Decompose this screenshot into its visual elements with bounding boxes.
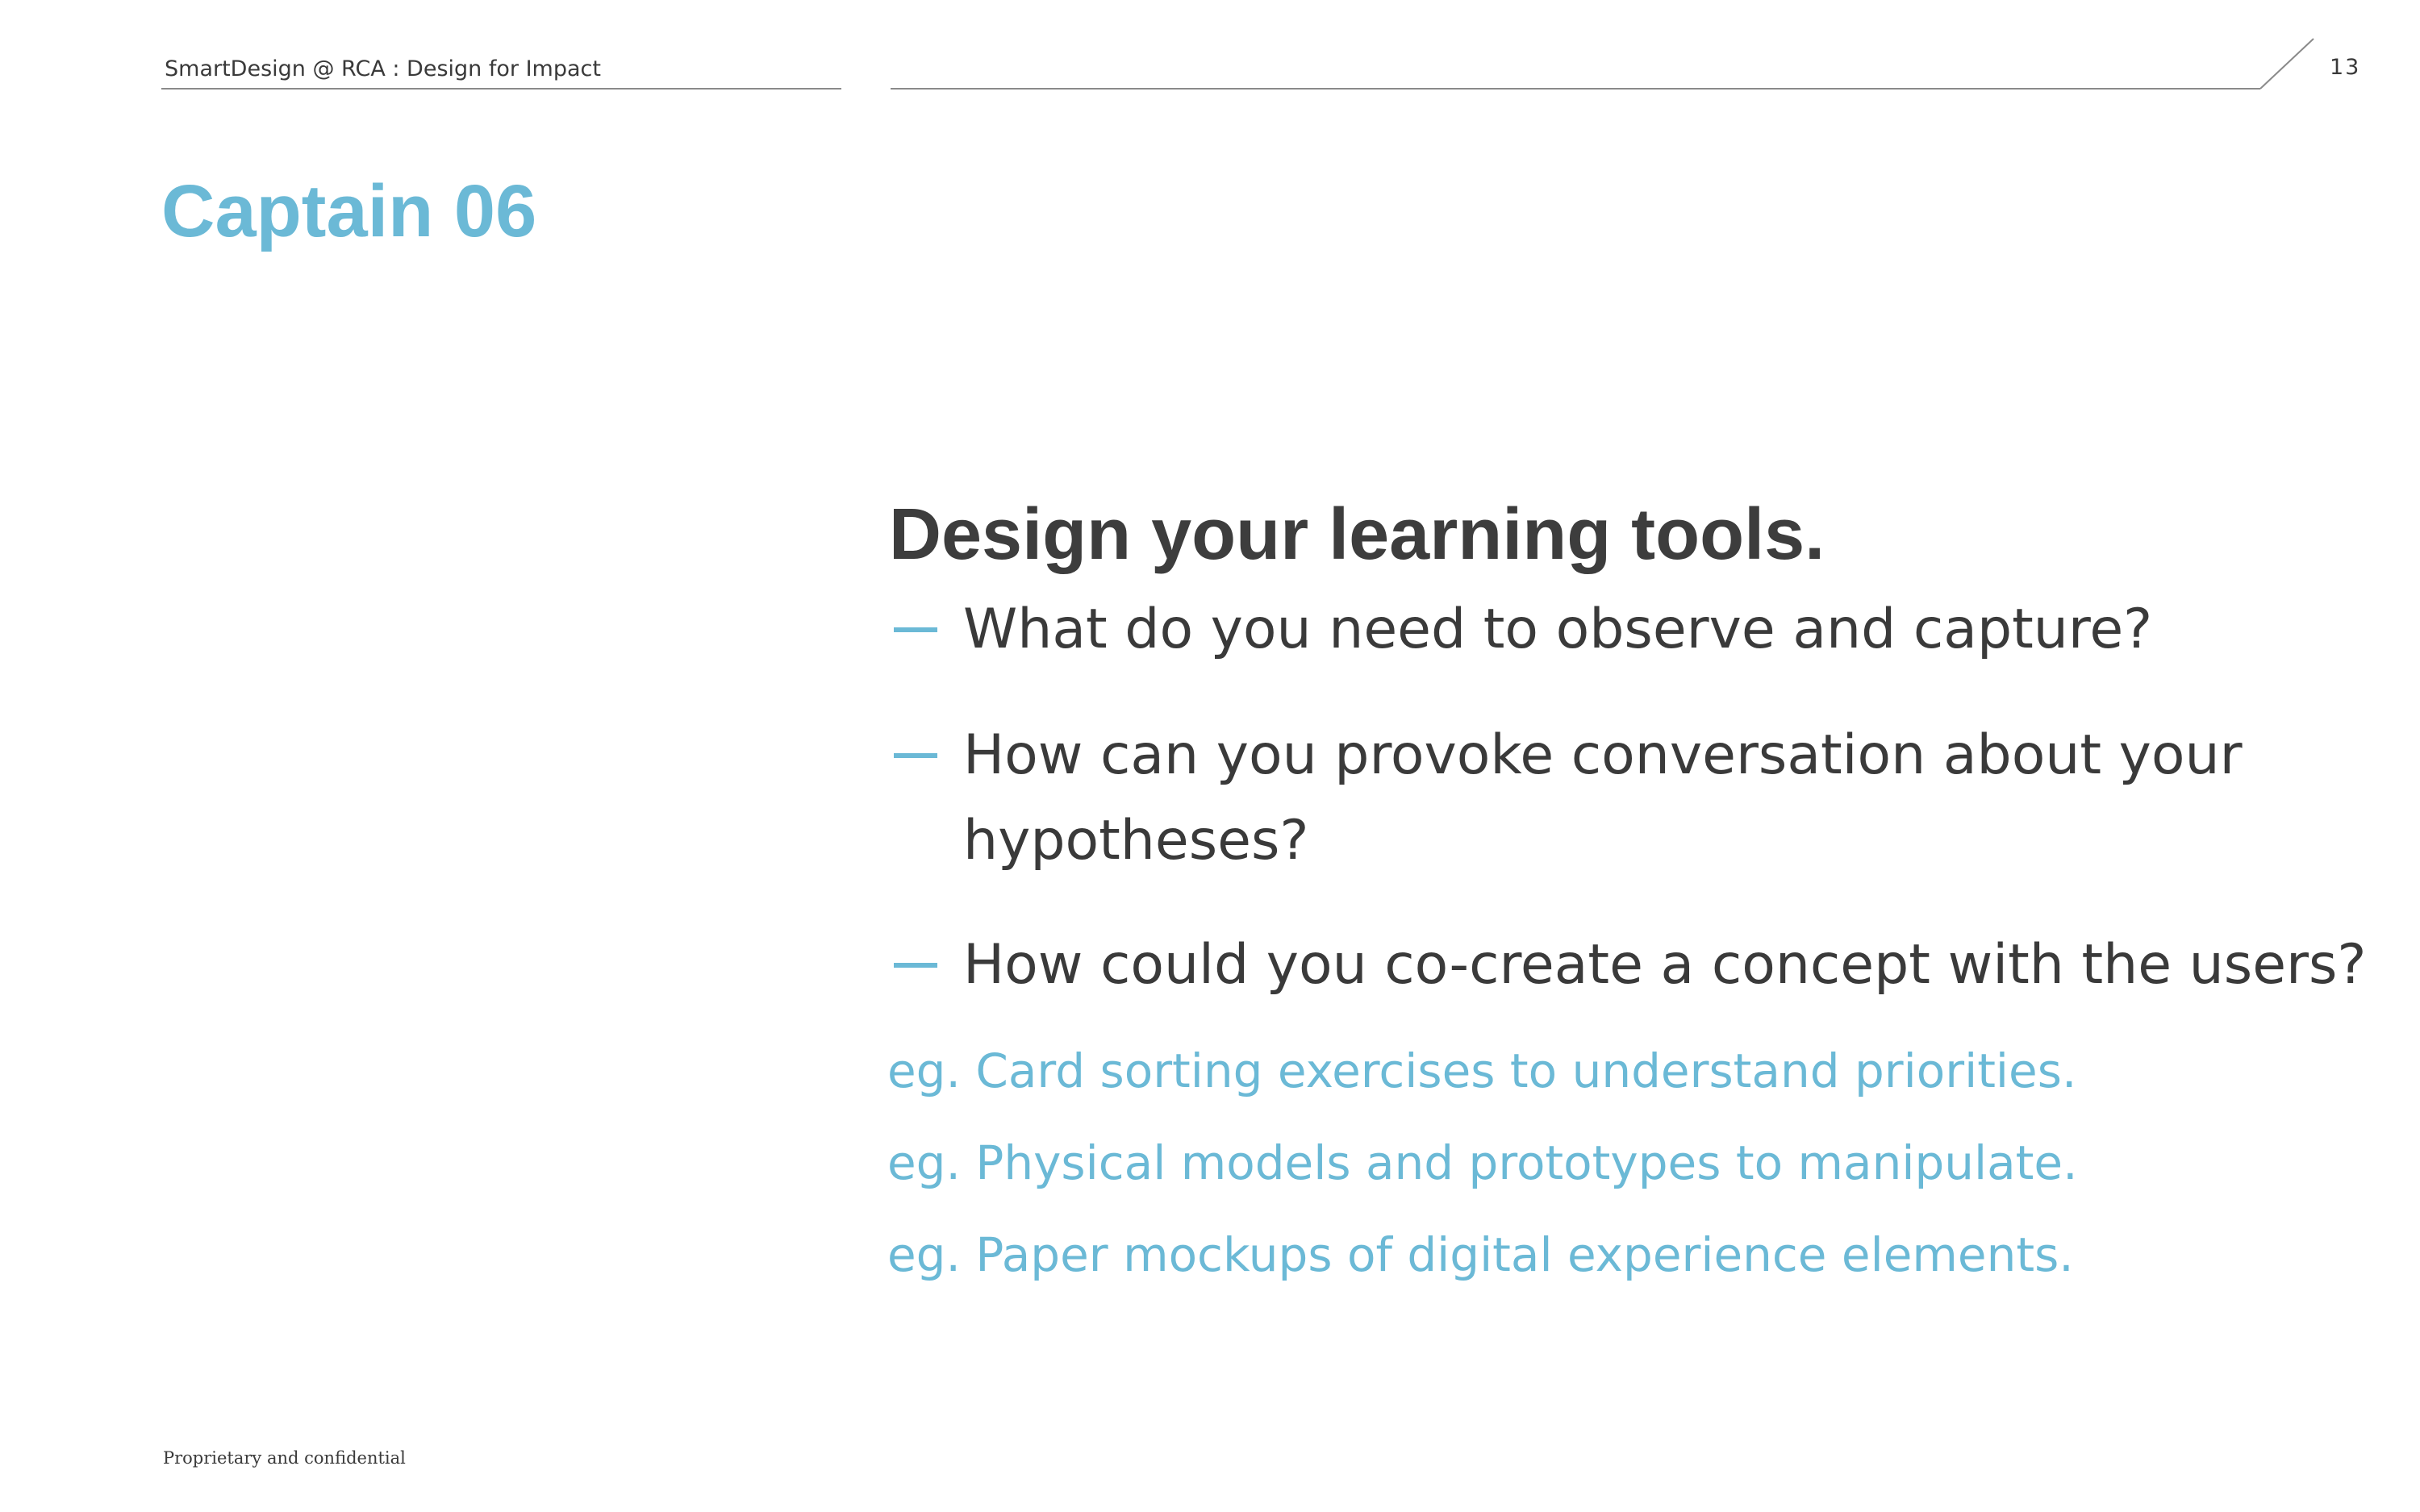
- example-item: eg. Paper mockups of digital experience elements.: [887, 1227, 2074, 1282]
- question-item: [889, 713, 2341, 884]
- header-title: SmartDesign @ RCA : Design for Impact: [165, 56, 601, 81]
- page-number: 13: [2330, 55, 2361, 80]
- dash-bullet-icon: [894, 627, 937, 632]
- question-item: [889, 587, 2341, 673]
- example-item: eg. Card sorting exercises to understand priorities.: [887, 1043, 2077, 1098]
- header-slash-mark: [2259, 37, 2315, 90]
- dash-bullet-icon: [894, 753, 937, 758]
- header-rule-left: [161, 88, 841, 90]
- header-rule-right: [891, 88, 2260, 90]
- footer-confidential-note: Proprietary and confidential: [163, 1448, 406, 1468]
- example-item: eg. Physical models and prototypes to manipulate.: [887, 1135, 2078, 1190]
- headline: Design your learning tools.: [889, 494, 1825, 575]
- question-text: How can you provoke conversation about your: [963, 723, 2243, 787]
- question-text: How could you co-create a concept with the users?: [963, 933, 2367, 997]
- question-item: [889, 923, 2367, 1008]
- section-title: Captain 06: [161, 170, 537, 252]
- question-text-continued: hypotheses?: [963, 809, 1309, 873]
- dash-bullet-icon: [894, 963, 937, 968]
- question-text: What do you need to observe and capture?: [963, 598, 2153, 661]
